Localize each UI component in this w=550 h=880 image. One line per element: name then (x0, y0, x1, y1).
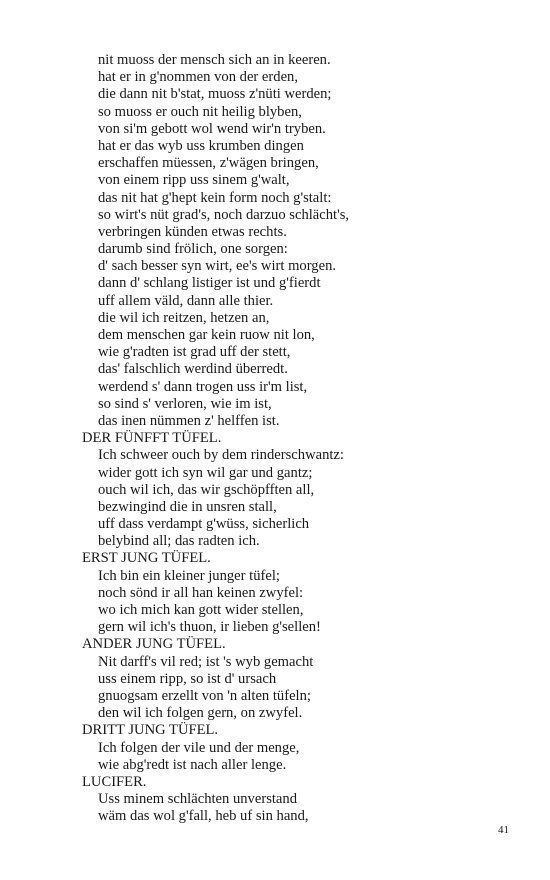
verse-line: darumb sind frölich, one sorgen: (98, 241, 288, 258)
verse-line: gnuogsam erzellt von 'n alten tüfeln; (98, 687, 311, 704)
verse-line: nit muoss der mensch sich an in keeren. (98, 52, 331, 68)
verse-line: Uss minem schlächten unverstand (98, 791, 297, 808)
verse-line: von si'm gebott wol wend wir'n tryben. (98, 120, 326, 137)
verse-line: noch sönd ir all han keinen zwyfel: (98, 584, 304, 601)
verse-line: so sind s' verloren, wie im ist, (98, 395, 272, 412)
verse-line: uss einem ripp, so ist d' ursach (98, 670, 277, 687)
verse-line: wie abg'redt ist nach aller lenge. (98, 756, 287, 773)
verse-line: erschaffen müessen, z'wägen bringen, (98, 155, 319, 172)
speaker-heading: ERST JUNG TÜFEL. (82, 550, 211, 567)
verse-line: hat er das wyb uss krumben dingen (98, 137, 304, 154)
verse-line: uff dass verdampt g'wüss, sicherlich (98, 516, 310, 533)
page-text-block (82, 52, 502, 825)
verse-line: wie g'radten ist grad uff der stett, (98, 344, 291, 361)
speaker-heading: LUCIFER. (82, 773, 147, 790)
verse-line: wider gott ich syn wil gar und gantz; (98, 464, 313, 481)
speaker-heading: DER FÜNFFT TÜFEL. (82, 430, 222, 447)
verse-line: wäm das wol g'fall, heb uf sin hand, (98, 808, 309, 825)
verse-line: so muoss er ouch nit heilig blyben, (98, 103, 302, 120)
verse-line: Nit darff's vil red; ist 's wyb gemacht (98, 653, 314, 670)
verse-line: dem menschen gar kein ruow nit lon, (98, 327, 315, 343)
verse-line: von einem ripp uss sinem g'walt, (98, 172, 290, 189)
verse-line: die dann nit b'stat, muoss z'nüti werden; (98, 86, 332, 103)
verse-line: das nit hat g'hept kein form noch g'stalt: (98, 189, 332, 206)
speaker-heading: ANDER JUNG TÜFEL. (82, 636, 226, 653)
verse-line: den wil ich folgen gern, on zwyfel. (98, 705, 303, 722)
verse-line: verbringen künden etwas rechts. (98, 223, 287, 240)
verse-line: die wil ich reitzen, hetzen an, (98, 309, 270, 326)
verse-line: wo ich mich kan gott wider stellen, (98, 602, 304, 618)
verse-line: dann d' schlang listiger ist und g'fierdt (98, 275, 321, 292)
verse-line: hat er in g'nommen von der erden, (98, 69, 298, 86)
verse-line: Ich folgen der vile und der menge, (98, 739, 300, 756)
verse-line: uff allem väld, dann alle thier. (98, 292, 274, 309)
verse-line: belybind all; das radten ich. (98, 533, 260, 550)
speaker-heading: DRITT JUNG TÜFEL. (82, 722, 219, 739)
verse-line: Ich schweer ouch by dem rinderschwantz: (98, 447, 344, 464)
verse-line: bezwingind die in unsren stall, (98, 498, 277, 515)
verse-line: d' sach besser syn wirt, ee's wirt morgen. (98, 258, 337, 275)
verse-line: Ich bin ein kleiner junger tüfel; (98, 567, 280, 584)
page-number: 41 (498, 824, 509, 836)
verse-line: das inen nümmen z' helffen ist. (98, 412, 280, 429)
verse-line: werdend s' dann trogen uss ir'm list, (98, 378, 308, 395)
verse-line: gern wil ich's thuon, ir lieben g'sellen! (98, 619, 321, 636)
verse-line: das' falschlich werdind überredt. (98, 361, 288, 378)
verse-line: ouch wil ich, das wir gschöpfften all, (98, 481, 315, 498)
verse-line: so wirt's nüt grad's, noch darzuo schlächt's, (98, 206, 350, 223)
